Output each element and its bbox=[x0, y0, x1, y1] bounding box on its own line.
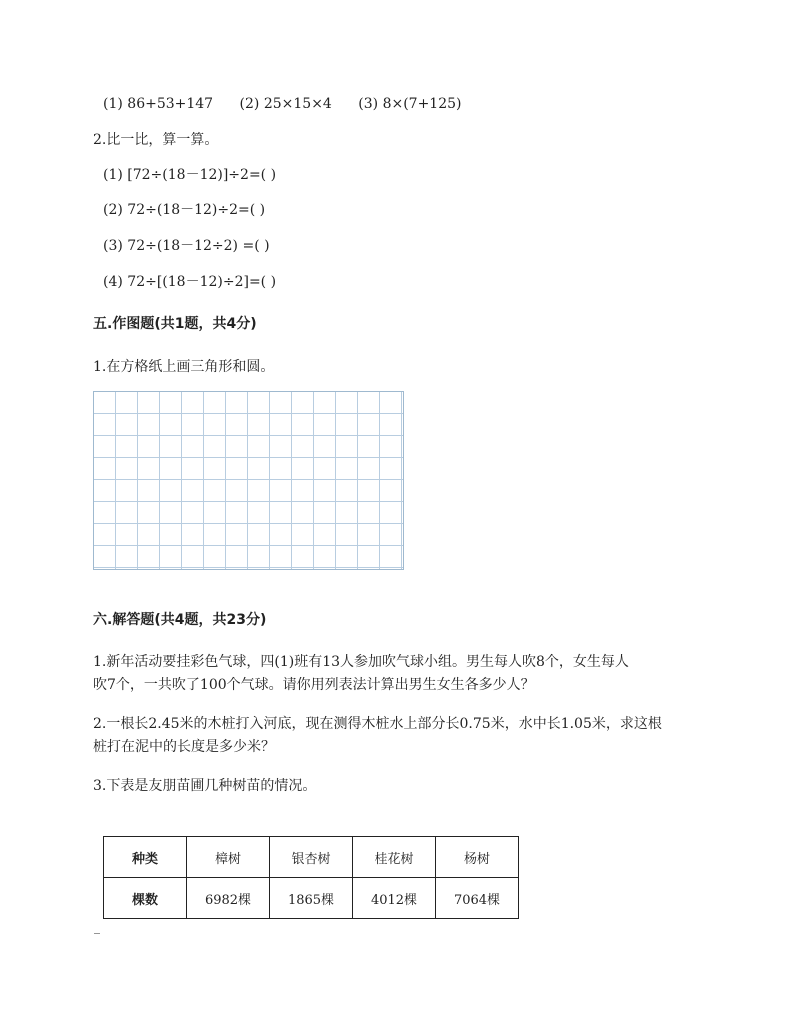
section-5-title: 五.作图题(共1题，共4分) bbox=[93, 316, 257, 332]
question-2-item-2: (2) 72÷(18－12)÷2=( ) bbox=[103, 202, 266, 218]
section-6-question-3: 3.下表是友朋苗圃几种树苗的情况。 bbox=[93, 778, 317, 794]
trailing-mark: _ bbox=[94, 920, 100, 934]
table-header-cell: 银杏树 bbox=[270, 837, 353, 878]
calc-row bbox=[103, 94, 461, 114]
section-6-question-2-line-2: 桩打在泥中的长度是多少米？ bbox=[93, 739, 275, 755]
calc-item-1: (1) 86+53+147 bbox=[103, 96, 214, 112]
table-cell: 4012棵 bbox=[353, 878, 436, 919]
calc-item-3: (3) 8×(7+125) bbox=[358, 96, 462, 112]
table-cell: 7064棵 bbox=[436, 878, 519, 919]
question-2-item-1: (1) [72÷(18－12)]÷2=( ) bbox=[103, 167, 277, 183]
table-row bbox=[104, 878, 519, 919]
section-6-question-1-line-1: 1.新年活动要挂彩色气球，四(1)班有13人参加吹气球小组。男生每人吹8个，女生每人 bbox=[93, 654, 629, 670]
square-grid-paper[interactable] bbox=[93, 391, 404, 570]
section-6-question-1-line-2: 吹7个，一共吹了100个气球。请你用列表法计算出男生女生各多少人？ bbox=[93, 677, 535, 693]
calc-item-2: (2) 25×15×4 bbox=[239, 96, 332, 112]
section-6-question-2-line-1: 2.一根长2.45米的木桩打入河底，现在测得木桩水上部分长0.75米，水中长1.05米，求这根 bbox=[93, 716, 662, 732]
table-cell: 棵数 bbox=[104, 878, 187, 919]
question-2-item-4: (4) 72÷[(18－12)÷2]=( ) bbox=[103, 274, 277, 290]
question-2-item-3: (3) 72÷(18－12÷2) =( ) bbox=[103, 238, 270, 254]
table-header-cell: 桂花树 bbox=[353, 837, 436, 878]
table-cell: 1865棵 bbox=[270, 878, 353, 919]
tree-seedling-table bbox=[103, 836, 519, 919]
table-header-cell: 樟树 bbox=[187, 837, 270, 878]
table-header-row bbox=[104, 837, 519, 878]
section-5-question-1: 1.在方格纸上画三角形和圆。 bbox=[93, 359, 275, 375]
question-2-title: 2.比一比，算一算。 bbox=[93, 132, 219, 148]
table-header-cell: 种类 bbox=[104, 837, 187, 878]
table-header-cell: 杨树 bbox=[436, 837, 519, 878]
section-6-title: 六.解答题(共4题，共23分) bbox=[93, 612, 267, 628]
table-cell: 6982棵 bbox=[187, 878, 270, 919]
